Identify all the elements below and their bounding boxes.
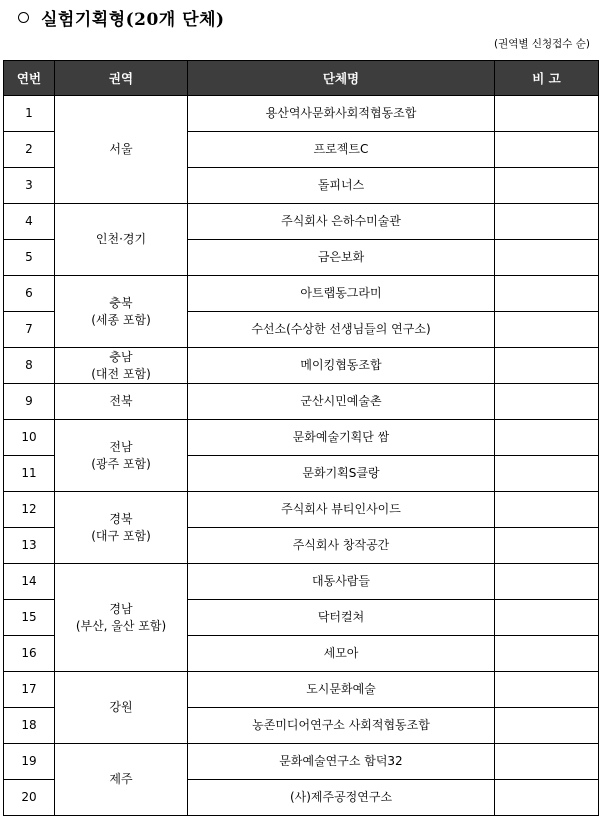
- region-cell: 충북 (세종 포함): [55, 276, 188, 348]
- region-cell: 경남 (부산, 울산 포함): [55, 564, 188, 672]
- organization-name: 대동사람들: [188, 564, 495, 600]
- remark-cell: [495, 456, 599, 492]
- remark-cell: [495, 276, 599, 312]
- remark-cell: [495, 600, 599, 636]
- region-cell: 충남 (대전 포함): [55, 348, 188, 384]
- remark-cell: [495, 348, 599, 384]
- organization-name: 도시문화예술: [188, 672, 495, 708]
- row-number: 20: [4, 780, 55, 816]
- table-row: [4, 276, 599, 312]
- column-header-remark: 비 고: [495, 61, 599, 96]
- organization-name: (사)제주공정연구소: [188, 780, 495, 816]
- remark-cell: [495, 492, 599, 528]
- remark-cell: [495, 312, 599, 348]
- column-header-number: 연번: [4, 61, 55, 96]
- region-cell: 전북: [55, 384, 188, 420]
- organization-name: 아트랩동그라미: [188, 276, 495, 312]
- table-row: [4, 564, 599, 600]
- table-row: [4, 672, 599, 708]
- remark-cell: [495, 708, 599, 744]
- remark-cell: [495, 672, 599, 708]
- row-number: 14: [4, 564, 55, 600]
- organization-name: 세모아: [188, 636, 495, 672]
- row-number: 17: [4, 672, 55, 708]
- circle-bullet-icon: [18, 12, 29, 23]
- remark-cell: [495, 384, 599, 420]
- region-cell: 인천·경기: [55, 204, 188, 276]
- row-number: 16: [4, 636, 55, 672]
- region-cell: 경북 (대구 포함): [55, 492, 188, 564]
- row-number: 11: [4, 456, 55, 492]
- organization-name: 프로젝트C: [188, 132, 495, 168]
- row-number: 6: [4, 276, 55, 312]
- row-number: 13: [4, 528, 55, 564]
- organization-name: 군산시민예술촌: [188, 384, 495, 420]
- table-row: [4, 384, 599, 420]
- row-number: 8: [4, 348, 55, 384]
- organization-name: 주식회사 창작공간: [188, 528, 495, 564]
- remark-cell: [495, 168, 599, 204]
- row-number: 2: [4, 132, 55, 168]
- organization-table: [3, 60, 599, 816]
- organization-name: 돌피너스: [188, 168, 495, 204]
- organization-name: 주식회사 뷰티인사이드: [188, 492, 495, 528]
- row-number: 10: [4, 420, 55, 456]
- organization-name: 주식회사 은하수미술관: [188, 204, 495, 240]
- remark-cell: [495, 744, 599, 780]
- row-number: 9: [4, 384, 55, 420]
- organization-name: 문화예술연구소 함덕32: [188, 744, 495, 780]
- organization-name: 용산역사문화사회적협동조합: [188, 96, 495, 132]
- organization-name: 문화기획S클랑: [188, 456, 495, 492]
- table-row: [4, 348, 599, 384]
- row-number: 19: [4, 744, 55, 780]
- organization-name: 수선소(수상한 선생님들의 연구소): [188, 312, 495, 348]
- remark-cell: [495, 564, 599, 600]
- column-header-region: 권역: [55, 61, 188, 96]
- remark-cell: [495, 420, 599, 456]
- region-cell: 강원: [55, 672, 188, 744]
- table-row: [4, 492, 599, 528]
- remark-cell: [495, 528, 599, 564]
- remark-cell: [495, 132, 599, 168]
- organization-name: 금은보화: [188, 240, 495, 276]
- row-number: 15: [4, 600, 55, 636]
- table-row: [4, 96, 599, 132]
- page-title-text: 실험기획형(20개 단체): [41, 9, 225, 30]
- organization-name: 농존미디어연구소 사회적협동조합: [188, 708, 495, 744]
- row-number: 12: [4, 492, 55, 528]
- remark-cell: [495, 96, 599, 132]
- row-number: 7: [4, 312, 55, 348]
- sort-note: (권역별 신청접수 순): [493, 38, 590, 50]
- remark-cell: [495, 240, 599, 276]
- row-number: 18: [4, 708, 55, 744]
- row-number: 5: [4, 240, 55, 276]
- page-title: [18, 4, 225, 30]
- remark-cell: [495, 636, 599, 672]
- organization-name: 문화예술기획단 쌈: [188, 420, 495, 456]
- table-row: [4, 204, 599, 240]
- row-number: 4: [4, 204, 55, 240]
- row-number: 3: [4, 168, 55, 204]
- region-cell: 전남 (광주 포함): [55, 420, 188, 492]
- table-body: [4, 96, 599, 816]
- organization-name: 닥터컬쳐: [188, 600, 495, 636]
- row-number: 1: [4, 96, 55, 132]
- table-header-row: [4, 61, 599, 96]
- remark-cell: [495, 204, 599, 240]
- organization-name: 메이킹협동조합: [188, 348, 495, 384]
- column-header-organization: 단체명: [188, 61, 495, 96]
- table-row: [4, 744, 599, 780]
- region-cell: 서울: [55, 96, 188, 204]
- remark-cell: [495, 780, 599, 816]
- region-cell: 제주: [55, 744, 188, 816]
- table-row: [4, 420, 599, 456]
